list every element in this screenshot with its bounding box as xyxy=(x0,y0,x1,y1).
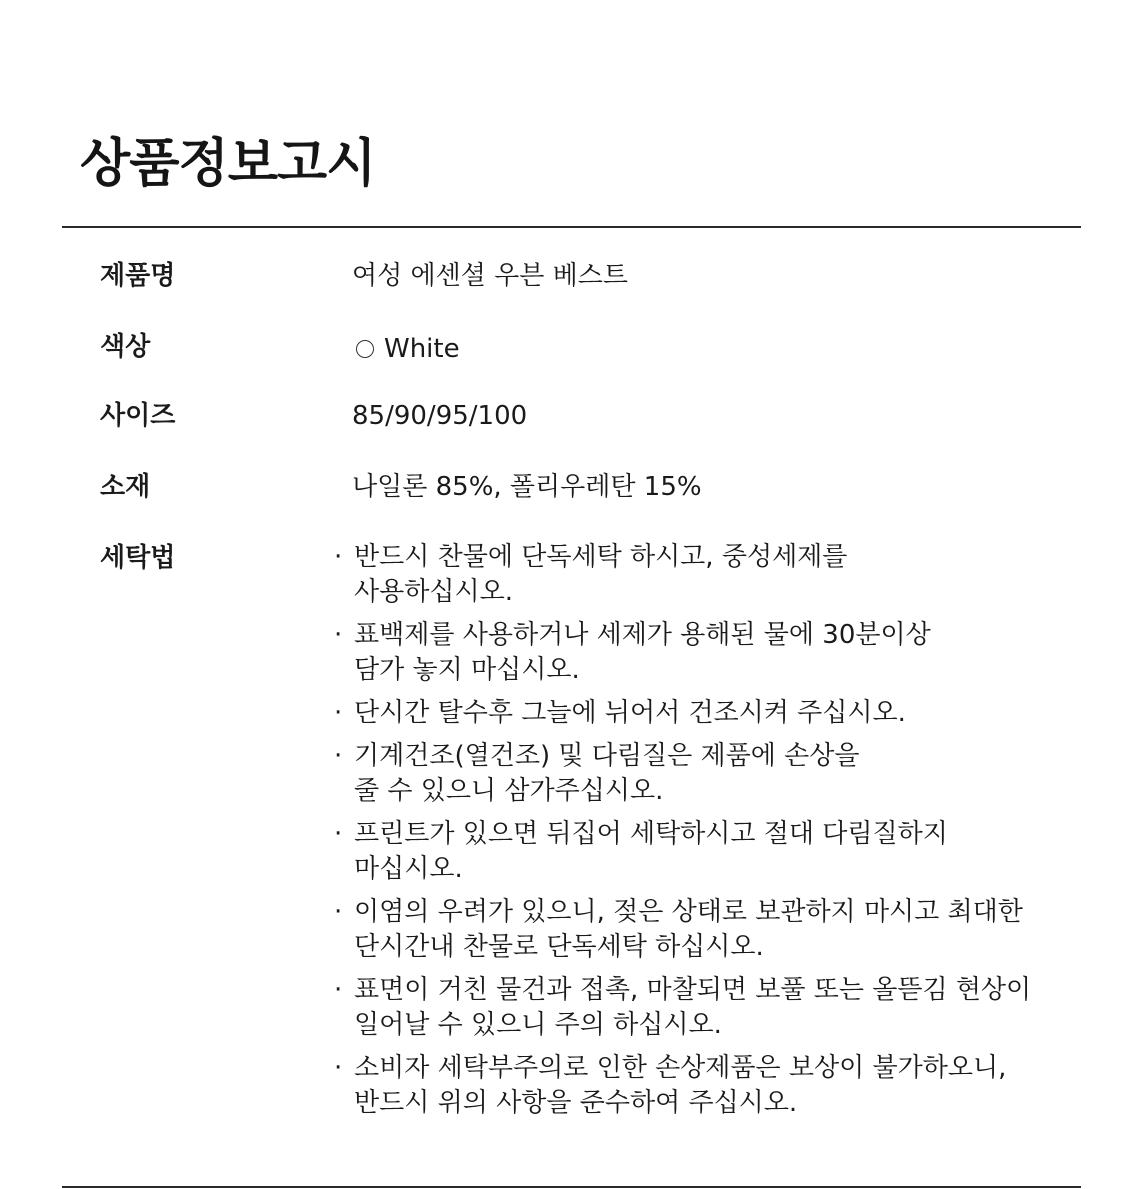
care-item-text: 기계건조(열건조) 및 다림질은 제품에 손상을 줄 수 있으니 삼가주십시오. xyxy=(354,741,860,806)
care-item xyxy=(334,696,1094,731)
bullet: · xyxy=(334,897,343,927)
care-item xyxy=(334,618,1094,688)
bullet: · xyxy=(334,1053,343,1083)
care-item xyxy=(334,817,1094,887)
product-name-value: 여성 에센셜 우븐 베스트 xyxy=(352,261,628,291)
care-item xyxy=(334,540,1094,610)
care-item-text: 반드시 찬물에 단독세탁 하시고, 중성세제를 사용하십시오. xyxy=(354,542,848,607)
care-item-text: 프린트가 있으면 뒤집어 세탁하시고 절대 다림질하지 마십시오. xyxy=(354,819,948,884)
bullet: · xyxy=(334,542,343,572)
care-label: 세탁법 xyxy=(100,543,176,573)
care-item xyxy=(334,973,1094,1043)
care-item-text: 단시간 탈수후 그늘에 뉘어서 건조시켜 주십시오. xyxy=(354,698,906,728)
top-divider xyxy=(62,226,1081,228)
care-instructions-list xyxy=(334,540,1094,1129)
circle-icon xyxy=(356,340,374,358)
care-item xyxy=(334,895,1094,965)
bullet: · xyxy=(334,698,343,728)
care-item xyxy=(334,739,1094,809)
care-item-text: 표백제를 사용하거나 세제가 용해된 물에 30분이상 담가 놓지 마십시오. xyxy=(354,620,931,685)
care-item-text: 이염의 우려가 있으니, 젖은 상태로 보관하지 마시고 최대한 단시간내 찬물로 단독세탁 하십시오. xyxy=(354,897,1023,962)
bullet: · xyxy=(334,620,343,650)
material-value: 나일론 85%, 폴리우레탄 15% xyxy=(352,472,702,502)
bullet: · xyxy=(334,741,343,771)
page-title: 상품정보고시 xyxy=(80,134,376,194)
color-label: 색상 xyxy=(100,332,151,362)
bottom-divider xyxy=(62,1186,1081,1188)
size-label: 사이즈 xyxy=(100,401,176,431)
care-item-text: 표면이 거친 물건과 접촉, 마찰되면 보풀 또는 올뜯김 현상이 일어날 수 있으니 주의 하십시오. xyxy=(354,975,1032,1040)
bullet: · xyxy=(334,819,343,849)
size-value: 85/90/95/100 xyxy=(352,401,528,431)
color-value xyxy=(352,332,460,366)
bullet: · xyxy=(334,975,343,1005)
care-item-text: 소비자 세탁부주의로 인한 손상제품은 보상이 불가하오니, 반드시 위의 사항을 준수하여 주십시오. xyxy=(354,1053,1007,1118)
product-name-label: 제품명 xyxy=(100,261,176,291)
material-label: 소재 xyxy=(100,472,151,502)
care-item xyxy=(334,1051,1094,1121)
color-value-text: White xyxy=(384,334,460,364)
